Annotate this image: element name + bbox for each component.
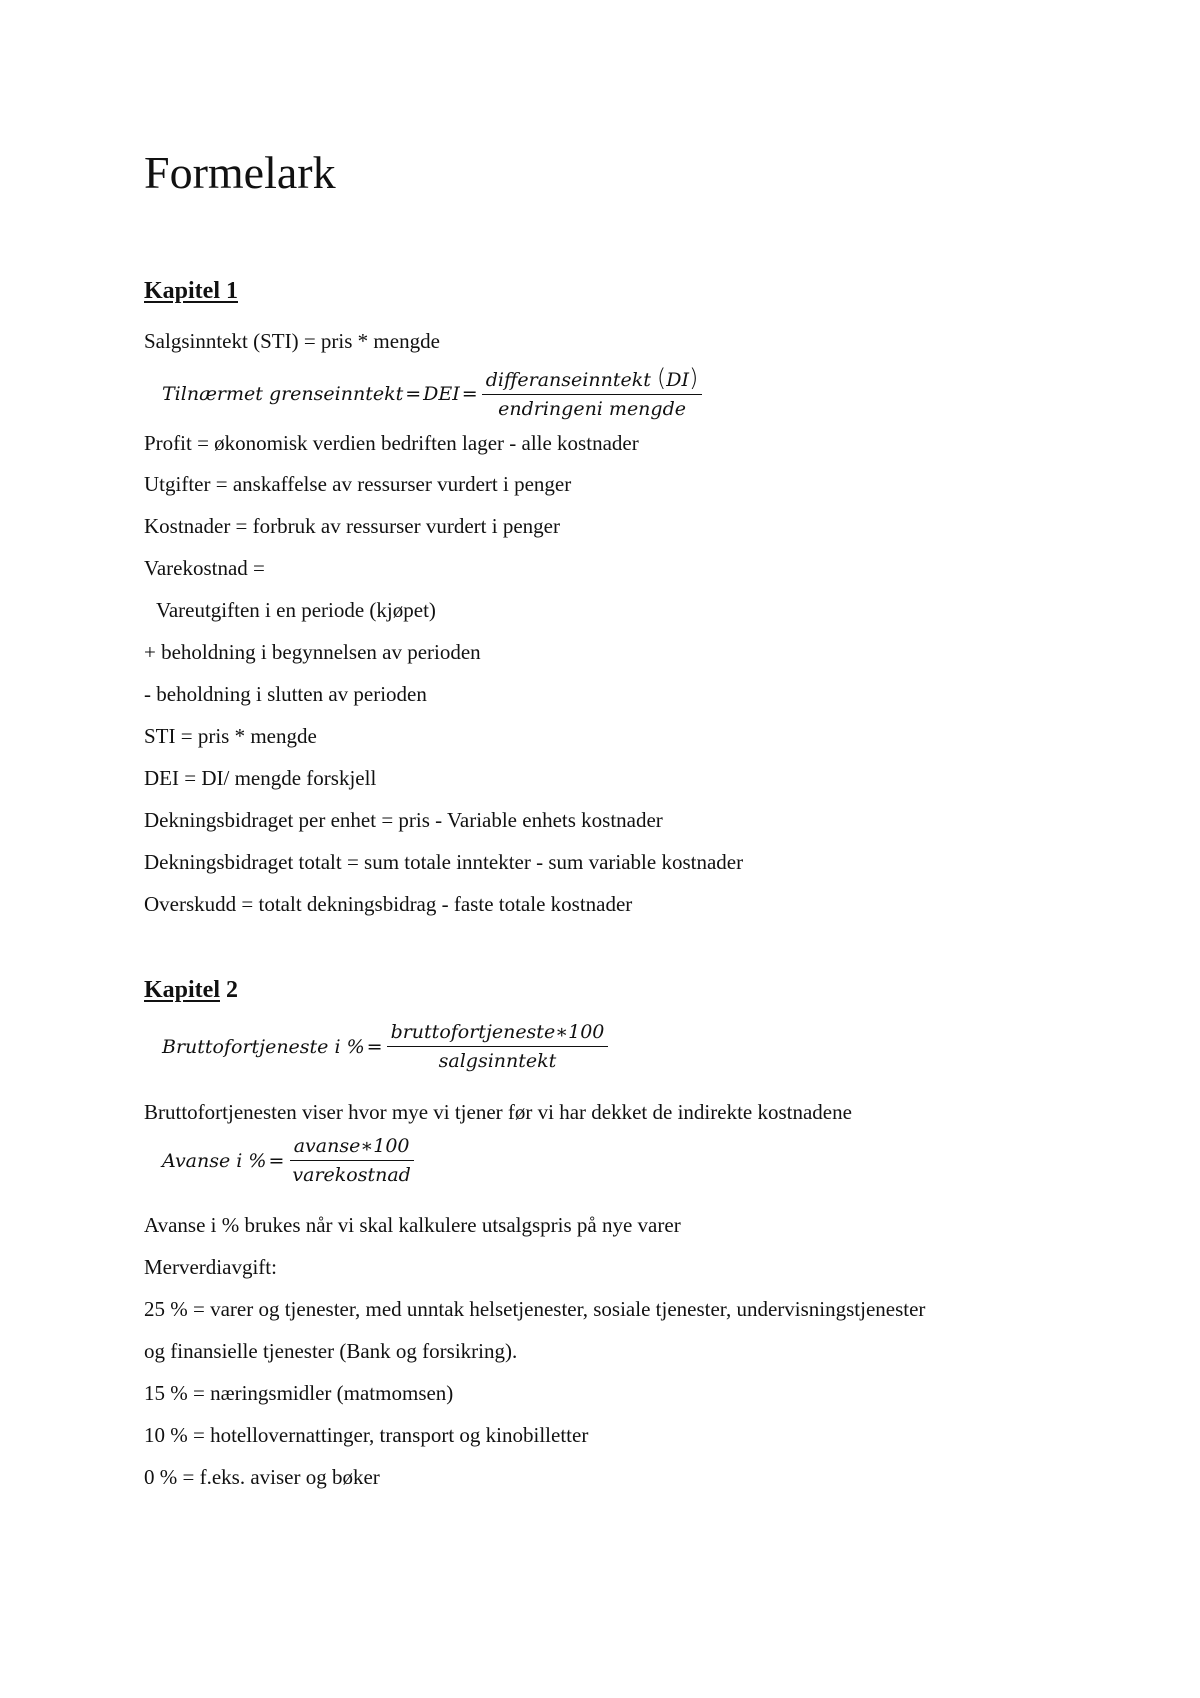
formula-grenseinntekt-paren-open: ( <box>656 364 667 392</box>
line-merverdiavgift: Merverdiavgift: <box>144 1255 277 1279</box>
line-dei: DEI = DI/ mengde forskjell <box>144 766 377 790</box>
line-varekostnad: Varekostnad = <box>144 556 265 580</box>
formula-brutto-fraction <box>387 1020 609 1073</box>
line-vareutgiften: Vareutgiften i en periode (kjøpet) <box>156 598 436 622</box>
formula-grenseinntekt-lhs: Tilnærmet grenseinntekt <box>162 382 404 405</box>
formula-grenseinntekt-numerator <box>482 366 703 395</box>
formula-grenseinntekt-denominator: endringeni mengde <box>498 398 686 420</box>
line-beholdning-start: + beholdning i begynnelsen av perioden <box>144 640 481 664</box>
line-brutto-text: Bruttofortjenesten viser hvor mye vi tjener før vi har dekket de indirekte kostnadene <box>144 1100 852 1124</box>
formula-grenseinntekt-mid: DEI <box>423 382 460 405</box>
formula-bruttofortjeneste <box>162 1020 608 1073</box>
line-salgsinntekt: Salgsinntekt (STI) = pris * mengde <box>144 329 440 353</box>
line-mva-15: 15 % = næringsmidler (matmomsen) <box>144 1381 454 1405</box>
kapitel-1-heading-text: Kapitel 1 <box>144 278 238 304</box>
formula-brutto-numerator: bruttofortjeneste∗100 <box>387 1020 609 1047</box>
kapitel-2-heading-number: 2 <box>226 977 238 1003</box>
formula-avanse-denominator: varekostnad <box>292 1164 411 1186</box>
kapitel-2-heading-word: Kapitel <box>144 977 220 1003</box>
formula-grenseinntekt-paren-close: ) <box>689 364 699 392</box>
formula-grenseinntekt-fraction <box>482 366 703 421</box>
kapitel-1-heading <box>144 276 238 306</box>
formula-brutto-eq: = <box>366 1035 383 1058</box>
formula-avanse <box>162 1134 415 1187</box>
formula-grenseinntekt-paren-content: DI <box>666 369 690 391</box>
formula-grenseinntekt-eq2: = <box>461 382 478 405</box>
line-mva-25-b: og finansielle tjenester (Bank og forsikring). <box>144 1339 518 1363</box>
formula-avanse-lhs: Avanse i % <box>162 1149 267 1172</box>
line-beholdning-slutt: - beholdning i slutten av perioden <box>144 682 427 706</box>
line-mva-0: 0 % = f.eks. aviser og bøker <box>144 1465 380 1489</box>
formula-grenseinntekt-numerator-text: differanseinntekt <box>485 369 651 391</box>
line-kostnader: Kostnader = forbruk av ressurser vurdert i penger <box>144 514 560 538</box>
formula-avanse-fraction <box>288 1134 414 1187</box>
line-db-totalt: Dekningsbidraget totalt = sum totale inntekter - sum variable kostnader <box>144 850 744 874</box>
formula-avanse-eq: = <box>268 1149 285 1172</box>
formula-brutto-denominator: salgsinntekt <box>438 1050 557 1072</box>
line-db-enhet: Dekningsbidraget per enhet = pris - Variable enhets kostnader <box>144 808 663 832</box>
formula-grenseinntekt-eq1: = <box>405 382 422 405</box>
formula-brutto-lhs: Bruttofortjeneste i % <box>162 1035 365 1058</box>
line-sti: STI = pris * mengde <box>144 724 317 748</box>
line-avanse-text: Avanse i % brukes når vi skal kalkulere utsalgspris på nye varer <box>144 1213 681 1237</box>
formula-grenseinntekt <box>162 366 702 421</box>
line-mva-25-a: 25 % = varer og tjenester, med unntak helsetjenester, sosiale tjenester, undervisningstjenester <box>144 1297 926 1321</box>
line-profit: Profit = økonomisk verdien bedriften lager - alle kostnader <box>144 431 639 455</box>
formula-avanse-numerator: avanse∗100 <box>290 1134 414 1161</box>
line-mva-10: 10 % = hotellovernattinger, transport og kinobilletter <box>144 1423 589 1447</box>
kapitel-2-heading <box>144 975 238 1005</box>
line-overskudd: Overskudd = totalt dekningsbidrag - faste totale kostnader <box>144 892 633 916</box>
line-utgifter: Utgifter = anskaffelse av ressurser vurdert i penger <box>144 472 572 496</box>
page-title: Formelark <box>144 147 336 198</box>
